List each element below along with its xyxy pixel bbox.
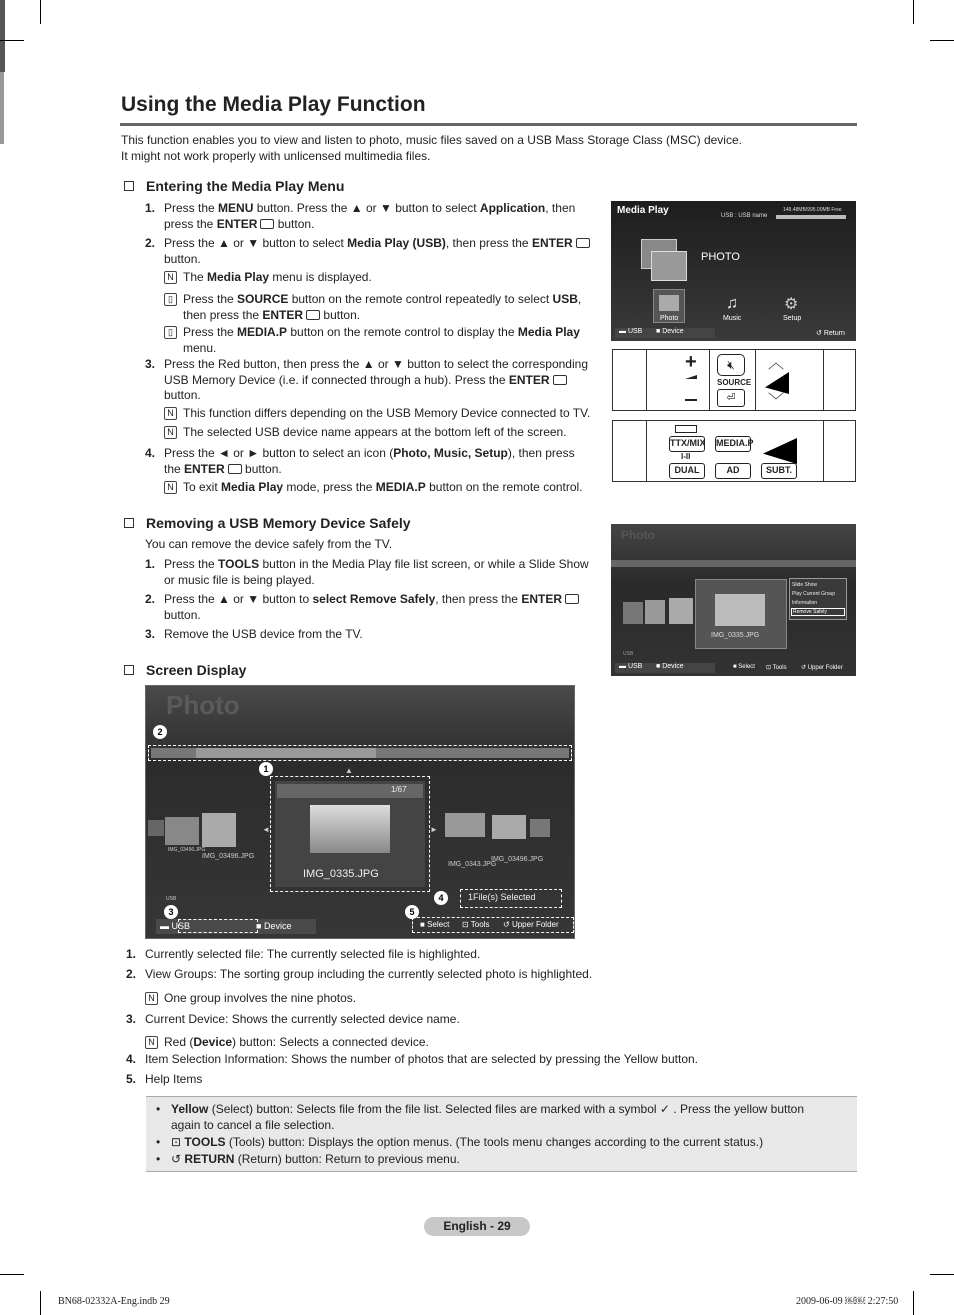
usb-small-label: USB	[166, 896, 177, 902]
entering-step-4: 4. Press the ◄ or ► button to select an icon (Photo, Music, Setup), then press the ENTER button.	[145, 446, 575, 476]
photo-icon	[659, 295, 679, 311]
entering-note-2: ▯ Press the SOURCE button on the remote control repeatedly to select USB, then press the ENTER button.	[183, 292, 603, 323]
selected-photo	[310, 805, 390, 853]
photo-label: PHOTO	[701, 251, 740, 263]
photo-screen-title: Photo	[621, 528, 655, 542]
photo-big-title: Photo	[166, 690, 240, 720]
channel-down-icon: ﹀	[768, 393, 785, 410]
usb-label: ▬ USB	[619, 328, 643, 335]
thumb-label: IMG_03496.JPG	[202, 853, 255, 860]
ttx-icon	[675, 425, 697, 433]
section-entering: Entering the Media Play Menu	[124, 178, 344, 194]
screen-item-5: 5. Help Items	[126, 1072, 203, 1086]
marker-5: 5	[405, 905, 419, 919]
help-yellow: • Yellow (Select) button: Selects file from the file list. Selected files are marked with a symbol ✓ . Press the yellow button again to cancel a file selection.	[156, 1102, 805, 1132]
enter-icon	[228, 464, 242, 474]
device-label[interactable]: ■ Device	[256, 921, 292, 931]
screen-item-3: 3. Current Device: Shows the currently selected device name.	[126, 1012, 460, 1026]
ttx-mix-button[interactable]: TTX/MIX	[669, 436, 705, 452]
thumb-label: IMG_03496.JPG	[491, 856, 544, 863]
mute-icon: 🔇︎	[717, 354, 745, 376]
selected-photo	[715, 594, 765, 626]
removing-step-1: 1. Press the TOOLS button in the Media Play file list screen, or while a Slide Show or music file is being played.	[145, 557, 589, 587]
usb-label: ▬ USB	[619, 663, 643, 670]
pointer-arrow-icon	[763, 438, 797, 464]
thumbnail	[202, 813, 236, 847]
setup-tab-label[interactable]: Setup	[783, 315, 802, 322]
remote-illustration-source	[612, 349, 856, 411]
checkbox-icon	[124, 665, 134, 675]
tools-icon: ⊡	[171, 1135, 182, 1149]
note-icon: N	[145, 1036, 158, 1049]
usb-name-label: USB : USB name	[721, 213, 768, 219]
selected-count: 1File(s) Selected	[468, 892, 536, 902]
thumbnail	[669, 598, 693, 624]
return-icon: ↺	[171, 1152, 182, 1166]
usb-icon: ▬	[160, 921, 169, 931]
entering-step-2: 2. Press the ▲ or ▼ button to select Media Play (USB), then press the ENTER button.	[164, 236, 604, 267]
menu-play-current-group: Play Current Group	[792, 591, 836, 597]
footer-date: 2009-06-09 ￼￼ 2:27:50	[796, 1296, 899, 1307]
checkbox-icon	[124, 518, 134, 528]
help-upper-folder: ↺ Upper Folder	[503, 920, 559, 929]
photo-large-icon-back	[651, 251, 687, 281]
enter-icon	[553, 375, 567, 385]
thumb-label: IMG_03496.JPG	[168, 847, 206, 853]
enter-icon	[306, 310, 320, 320]
marker-3: 3	[164, 905, 178, 919]
selected-file-name: IMG_0335.JPG	[303, 868, 379, 880]
remote-illustration-mediap	[612, 420, 856, 482]
selected-file-label: IMG_0335.JPG	[711, 632, 760, 639]
marker-2: 2	[153, 725, 167, 739]
footer-file: BN68-02332A-Eng.indb 29	[58, 1296, 170, 1307]
help-upper-folder: ↺ Upper Folder	[801, 665, 843, 671]
usb-icon: ▬	[619, 328, 626, 335]
source-label: SOURCE	[717, 378, 752, 387]
channel-up-icon: ︿	[768, 355, 785, 372]
note-icon: N	[164, 481, 177, 494]
thumbnail	[623, 602, 643, 624]
section-screen-display: Screen Display	[124, 662, 246, 678]
right-arrow-icon: ►	[430, 825, 438, 834]
thumbnail	[148, 820, 164, 836]
check-icon: ✓	[659, 1102, 670, 1116]
marker-4: 4	[434, 891, 448, 905]
menu-remove-safely[interactable]: Remove Safely	[791, 608, 845, 616]
thumbnail	[645, 600, 665, 624]
photo-tab-label: Photo	[660, 315, 679, 322]
media-p-button[interactable]: MEDIA.P	[715, 436, 751, 452]
thumbnail	[530, 819, 550, 837]
group-selected	[196, 748, 376, 758]
return-icon: ↺	[801, 665, 807, 671]
enter-icon	[260, 219, 274, 229]
device-label: ■ Device	[656, 328, 684, 335]
enter-icon	[576, 238, 590, 248]
screen-note-1: N One group involves the nine photos.	[164, 991, 844, 1007]
title-rule	[120, 123, 857, 126]
photo-counter: 1/67	[391, 785, 407, 794]
screen-item-2: 2. View Groups: The sorting group including the currently selected photo is highlighted.	[126, 967, 593, 981]
note-icon: N	[164, 407, 177, 420]
setup-gear-icon: ⚙	[784, 296, 799, 313]
menu-slide-show: Slide Show	[792, 582, 818, 588]
entering-step-3: 3. Press the Red button, then press the ▲ or ▼ button to select the corresponding USB Memory Device (i.e. if connected through a hub). Press the ENTER button.	[145, 357, 588, 402]
menu-information: Information	[792, 600, 818, 606]
volume-down-icon	[685, 399, 697, 401]
entering-step-1: 1. Press the MENU button. Press the ▲ or ▼ button to select Application, then press the ENTER button.	[145, 201, 576, 231]
music-icon: ♫	[726, 295, 738, 312]
free-space-bar	[776, 215, 846, 219]
help-tools: ⊡ Tools	[766, 665, 787, 671]
remote-note-icon: ▯	[164, 293, 177, 306]
tools-icon: ⊡	[462, 920, 469, 929]
section-removing: Removing a USB Memory Device Safely	[124, 515, 411, 531]
up-arrow-icon: ▲	[345, 766, 353, 775]
entering-note-4: N This function differs depending on the USB Memory Device connected to TV.	[183, 406, 608, 422]
removing-intro: You can remove the device safely from the TV.	[145, 537, 393, 551]
return-label: ↺ Return	[816, 330, 845, 337]
entering-note-5: N The selected USB device name appears at the bottom left of the screen.	[183, 425, 608, 441]
remote-note-icon: ▯	[164, 326, 177, 339]
removing-step-2: 2. Press the ▲ or ▼ button to select Remove Safely, then press the ENTER button.	[164, 592, 604, 623]
note-icon: N	[164, 426, 177, 439]
note-icon: N	[164, 271, 177, 284]
title-accent-bar-light	[0, 72, 4, 144]
subt-button[interactable]: SUBT.	[761, 463, 797, 479]
screen-item-1: 1. Currently selected file: The currently selected file is highlighted.	[126, 947, 481, 961]
entering-note-6: N To exit Media Play mode, press the MEDIA.P button on the remote control.	[183, 480, 608, 496]
help-tools: ⊡ Tools	[462, 920, 490, 929]
checkbox-icon	[124, 181, 134, 191]
media-play-header: Media Play	[617, 205, 669, 216]
thumbnail	[165, 817, 199, 845]
removing-step-3: 3. Remove the USB device from the TV.	[145, 627, 363, 641]
usb-label: ▬ USB	[160, 921, 191, 931]
left-arrow-icon: ◄	[262, 825, 270, 834]
title-accent-bar	[0, 0, 5, 72]
free-space-label: 148.48MB/995.00MB Free	[783, 207, 842, 213]
usb-icon: ▬	[619, 663, 626, 670]
marker-1: 1	[259, 762, 273, 776]
source-button[interactable]: ⏎	[717, 389, 745, 407]
device-label: ■ Device	[656, 663, 684, 670]
dual-sub-label: I-II	[681, 452, 691, 461]
music-tab-label[interactable]: Music	[723, 315, 742, 322]
intro-text: This function enables you to view and listen to photo, music files saved on a USB Mass Storage Class (MSC) device. It might not work properly with unlicensed multimedia files.	[121, 133, 742, 163]
tools-menu[interactable]	[789, 578, 847, 620]
screen-item-4: 4. Item Selection Information: Shows the number of photos that are selected by pressing the Yellow button.	[126, 1052, 698, 1066]
enter-icon	[565, 594, 579, 604]
thumb-label: IMG_0343.JPG	[448, 861, 497, 868]
thumbnail	[492, 815, 526, 839]
page-number: English - 29	[424, 1217, 530, 1236]
dual-button[interactable]: DUAL	[669, 463, 705, 479]
media-play-screen	[611, 201, 856, 341]
help-return-item: • ↺ RETURN (Return) button: Return to previous menu.	[156, 1152, 460, 1166]
screen-note-2: N Red (Device) button: Selects a connected device.	[164, 1035, 844, 1051]
help-select: ■ Select	[420, 920, 450, 929]
usb-small-label: USB	[623, 651, 634, 657]
help-tools-item: • ⊡ TOOLS (Tools) button: Displays the option menus. (The tools menu changes according to the current status.)	[156, 1135, 764, 1149]
return-icon: ↺	[503, 920, 510, 929]
note-icon: N	[145, 992, 158, 1005]
ad-button[interactable]: AD	[715, 463, 751, 479]
thumbnail	[445, 813, 485, 837]
tools-icon: ⊡	[766, 665, 772, 671]
group-bar	[611, 560, 856, 567]
volume-icon	[685, 375, 697, 379]
entering-note-3: ▯ Press the MEDIA.P button on the remote control to display the Media Play menu.	[183, 325, 603, 356]
page-title: Using the Media Play Function	[121, 93, 426, 116]
return-icon: ↺	[816, 330, 822, 337]
volume-up-icon: +	[685, 351, 697, 373]
photo-screen-display	[145, 685, 575, 939]
help-select: ■ Select	[733, 664, 755, 670]
photo-tools-screen	[611, 524, 856, 676]
entering-note-1: N The Media Play menu is displayed.	[183, 270, 603, 286]
